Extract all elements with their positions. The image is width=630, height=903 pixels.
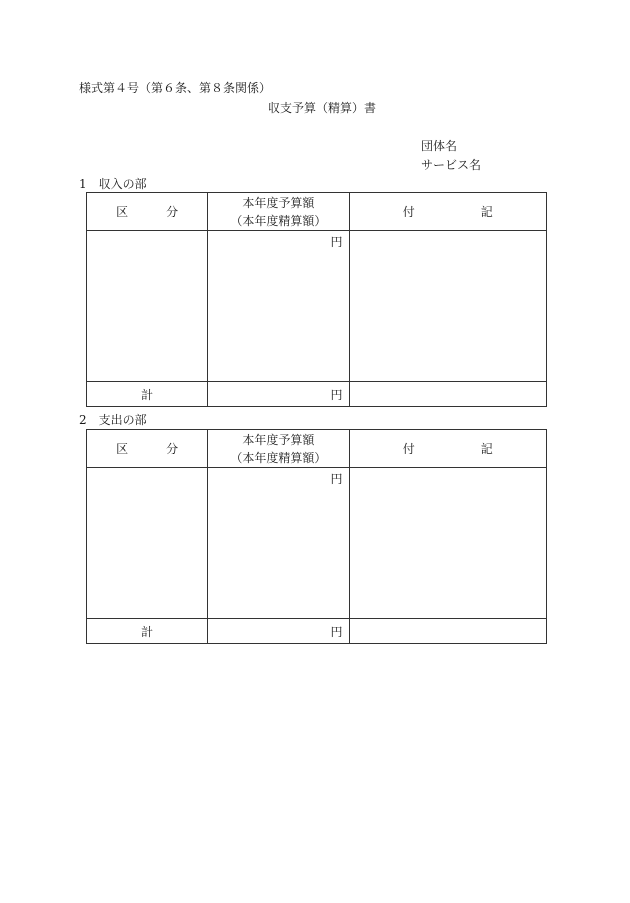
income-section-heading: 1 収入の部 [79, 177, 147, 191]
amount-header-line1: 本年度予算額 [242, 195, 315, 210]
category-header-part1: 区 [116, 442, 129, 456]
income-total-notes-cell[interactable] [349, 382, 546, 407]
expense-total-row [87, 619, 547, 644]
category-header-part1: 区 [116, 205, 129, 219]
expense-section-heading: 2 支出の部 [79, 413, 147, 427]
income-total-amount-cell[interactable] [208, 382, 349, 407]
yen-unit: 円 [330, 387, 343, 402]
expense-notes-cell[interactable] [349, 468, 546, 619]
income-total-row [87, 382, 547, 407]
amount-header-line1: 本年度予算額 [242, 432, 315, 447]
document-title: 収支予算（精算）書 [267, 101, 376, 115]
notes-header [349, 193, 546, 231]
amount-header [208, 430, 349, 468]
expense-header-row [87, 430, 547, 468]
service-label: サービス名 [421, 158, 482, 172]
total-label: 計 [87, 619, 208, 644]
form-number: 様式第４号（第６条、第８条関係） [79, 81, 272, 95]
notes-header-part2: 記 [480, 205, 493, 219]
yen-unit: 円 [330, 472, 343, 486]
amount-header-line2: （本年度精算額） [230, 213, 327, 228]
notes-header-part2: 記 [480, 442, 493, 456]
total-label: 計 [87, 382, 208, 407]
income-amount-cell[interactable] [208, 231, 349, 382]
category-header-part2: 分 [166, 442, 179, 456]
expense-body-row [87, 468, 547, 619]
expense-amount-cell[interactable] [208, 468, 349, 619]
yen-unit: 円 [330, 235, 343, 249]
category-header-part2: 分 [166, 205, 179, 219]
expense-category-cell[interactable] [87, 468, 208, 619]
notes-header-part1: 付 [402, 205, 415, 219]
income-table [86, 192, 547, 407]
amount-header-line2: （本年度精算額） [230, 450, 327, 465]
amount-header [208, 193, 349, 231]
organization-label: 団体名 [421, 139, 458, 153]
expense-total-notes-cell[interactable] [349, 619, 546, 644]
notes-header-part1: 付 [402, 442, 415, 456]
notes-header [349, 430, 546, 468]
income-category-cell[interactable] [87, 231, 208, 382]
expense-table [86, 429, 547, 644]
category-header [87, 193, 208, 231]
category-header [87, 430, 208, 468]
yen-unit: 円 [330, 624, 343, 639]
income-notes-cell[interactable] [349, 231, 546, 382]
income-header-row [87, 193, 547, 231]
income-body-row [87, 231, 547, 382]
expense-total-amount-cell[interactable] [208, 619, 349, 644]
